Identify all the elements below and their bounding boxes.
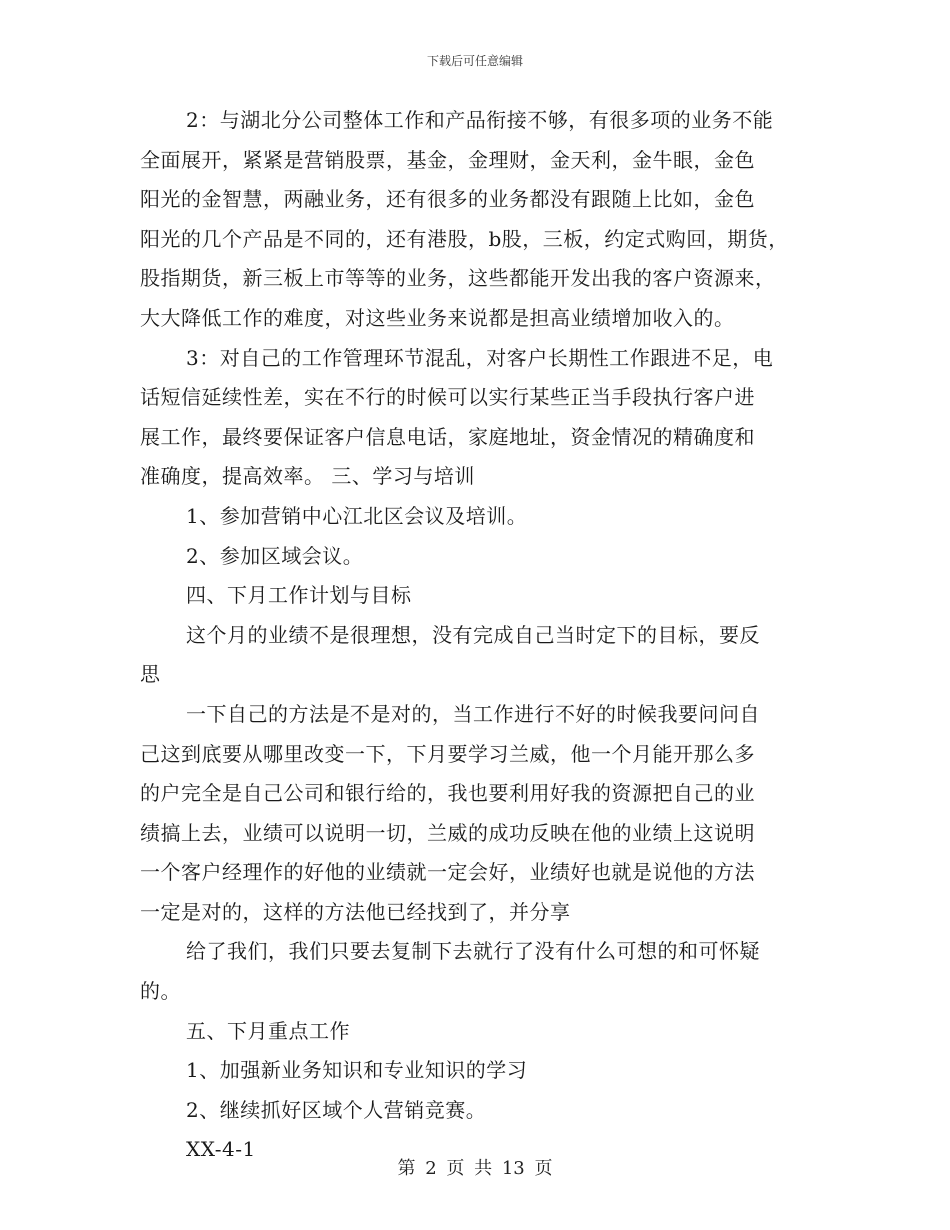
page-header: 下载后可任意编辑 — [426, 54, 523, 68]
text-line: 给了我们，我们只要去复制下去就行了没有什么可想的和可怀疑 — [186, 939, 760, 964]
text-line: 3：对自己的工作管理环节混乱，对客户长期性工作跟进不足，电 — [186, 345, 774, 370]
text-line: 的。 — [140, 979, 181, 1004]
text-line: 绩搞上去，业绩可以说明一切，兰威的成功反映在他的业绩上这说明 — [140, 820, 755, 845]
page-footer: 第 2 页 共 13 页 — [397, 1158, 553, 1179]
text-line: 一下自己的方法是不是对的，当工作进行不好的时候我要问问自 — [186, 701, 760, 726]
text-line: 己这到底要从哪里改变一下，下月要学习兰威，他一个月能开那么多 — [140, 741, 755, 766]
text-line: 全面展开，紧紧是营销股票，基金，金理财，金天利，金牛眼，金色 — [140, 147, 755, 172]
document-body — [140, 108, 820, 1177]
text-line: 阳光的金智慧，两融业务，还有很多的业务都没有跟随上比如，金色 — [140, 187, 755, 212]
text-line: 阳光的几个产品是不同的，还有港股，b股，三板，约定式购回，期货， — [140, 226, 789, 251]
text-line: 1、加强新业务知识和专业知识的学习 — [186, 1058, 528, 1083]
text-line: 四、下月工作计划与目标 — [186, 583, 412, 608]
text-line: 2、继续抓好区域个人营销竞赛。 — [186, 1097, 487, 1122]
text-line: 话短信延续性差，实在不行的时候可以实行某些正当手段执行客户进 — [140, 385, 755, 410]
text-line: 2：与湖北分公司整体工作和产品衔接不够，有很多项的业务不能 — [186, 108, 774, 132]
text-line: 准确度，提高效率。 三、学习与培训 — [140, 464, 475, 489]
text-line: 2、参加区域会议。 — [186, 543, 364, 568]
text-line: 这个月的业绩不是很理想，没有完成自己当时定下的目标，要反 — [186, 622, 760, 647]
text-line: 思 — [140, 662, 161, 687]
text-line: 的户完全是自己公司和银行给的，我也要利用好我的资源把自己的业 — [140, 781, 755, 806]
text-line: 一定是对的，这样的方法他已经找到了，并分享 — [140, 899, 571, 924]
text-line: 五、下月重点工作 — [186, 1018, 350, 1043]
text-line: 大大降低工作的难度，对这些业务来说都是担高业绩增加收入的。 — [140, 305, 735, 330]
text-line: XX-4-1 — [186, 1137, 256, 1162]
text-line: 股指期货，新三板上市等等的业务，这些都能开发出我的客户资源来， — [140, 266, 776, 291]
text-line: 一个客户经理作的好他的业绩就一定会好，业绩好也就是说他的方法 — [140, 860, 755, 885]
text-line: 展工作，最终要保证客户信息电话，家庭地址，资金情况的精确度和 — [140, 424, 755, 449]
text-line: 1、参加营销中心江北区会议及培训。 — [186, 503, 528, 528]
